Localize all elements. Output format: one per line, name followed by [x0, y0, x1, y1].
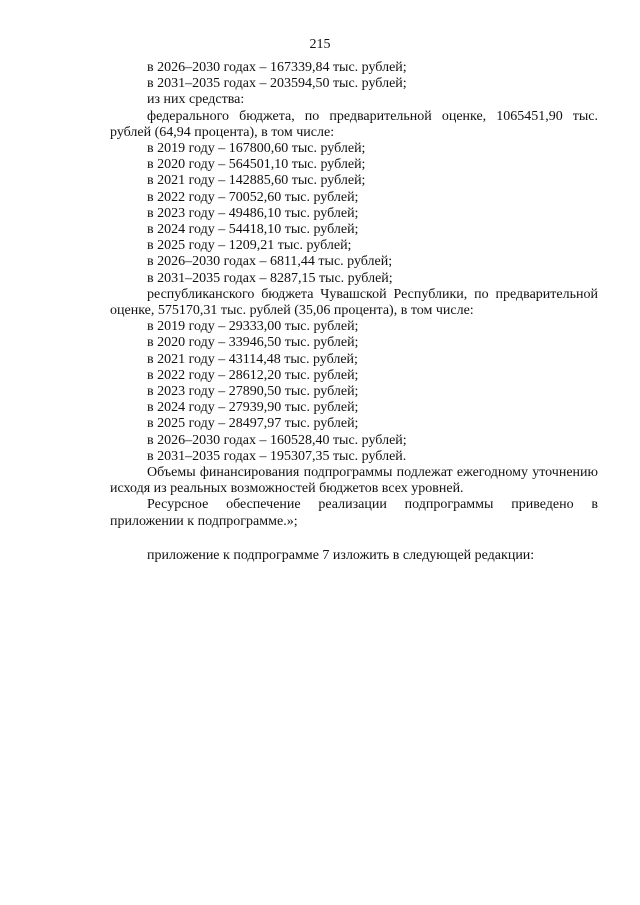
republic-line: в 2024 году – 27939,90 тыс. рублей;: [147, 400, 359, 416]
republic-line: в 2023 году – 27890,50 тыс. рублей;: [147, 384, 359, 400]
spacer: [110, 530, 598, 548]
appendix-paragraph: приложение к подпрограмме 7 изложить в следующей редакции:: [147, 547, 535, 563]
federal-line: в 2021 году – 142885,60 тыс. рублей;: [147, 173, 366, 189]
text-line: в 2026–2030 годах – 167339,84 тыс. рублей;: [147, 60, 407, 75]
republic-budget-paragraph: республиканского бюджета Чувашской Республики, по предварительной оценке, 575170,31 тыс. рублей (35,06 процента), в том числе:: [110, 286, 598, 319]
federal-line: в 2019 году – 167800,60 тыс. рублей;: [147, 141, 366, 157]
republic-line: в 2031–2035 годах – 195307,35 тыс. рублей.: [147, 448, 407, 464]
federal-line: в 2023 году – 49486,10 тыс. рублей;: [147, 205, 359, 221]
federal-line: в 2026–2030 годах – 6811,44 тыс. рублей;: [147, 254, 393, 270]
republic-line: в 2025 году – 28497,97 тыс. рублей;: [147, 416, 359, 432]
republic-line: в 2022 году – 28612,20 тыс. рублей;: [147, 367, 359, 383]
republic-line: в 2021 году – 43114,48 тыс. рублей;: [147, 351, 358, 367]
text-line: из них средства:: [147, 92, 245, 108]
federal-line: в 2031–2035 годах – 8287,15 тыс. рублей;: [147, 270, 393, 286]
resources-paragraph: Ресурсное обеспечение реализации подпрограммы приведено в приложении к подпрограмме.»;: [110, 497, 598, 529]
federal-line: в 2024 году – 54418,10 тыс. рублей;: [147, 222, 359, 238]
document-body: [110, 60, 598, 564]
text-line: в 2031–2035 годах – 203594,50 тыс. рублей;: [147, 76, 407, 92]
volumes-paragraph: Объемы финансирования подпрограммы подлежат ежегодному уточнению исходя из реальных возможностей бюджетов всех уровней.: [110, 465, 598, 497]
federal-line: в 2025 году – 1209,21 тыс. рублей;: [147, 238, 352, 254]
federal-budget-paragraph: федерального бюджета, по предварительной оценке, 1065451,90 тыс. рублей (64,94 процента), в том числе:: [110, 108, 598, 140]
republic-line: в 2026–2030 годах – 160528,40 тыс. рублей;: [147, 432, 407, 448]
federal-line: в 2022 году – 70052,60 тыс. рублей;: [147, 189, 359, 205]
page-number: 215: [309, 37, 331, 52]
republic-line: в 2019 году – 29333,00 тыс. рублей;: [147, 319, 359, 335]
federal-line: в 2020 году – 564501,10 тыс. рублей;: [147, 157, 366, 173]
republic-line: в 2020 году – 33946,50 тыс. рублей;: [147, 335, 359, 351]
